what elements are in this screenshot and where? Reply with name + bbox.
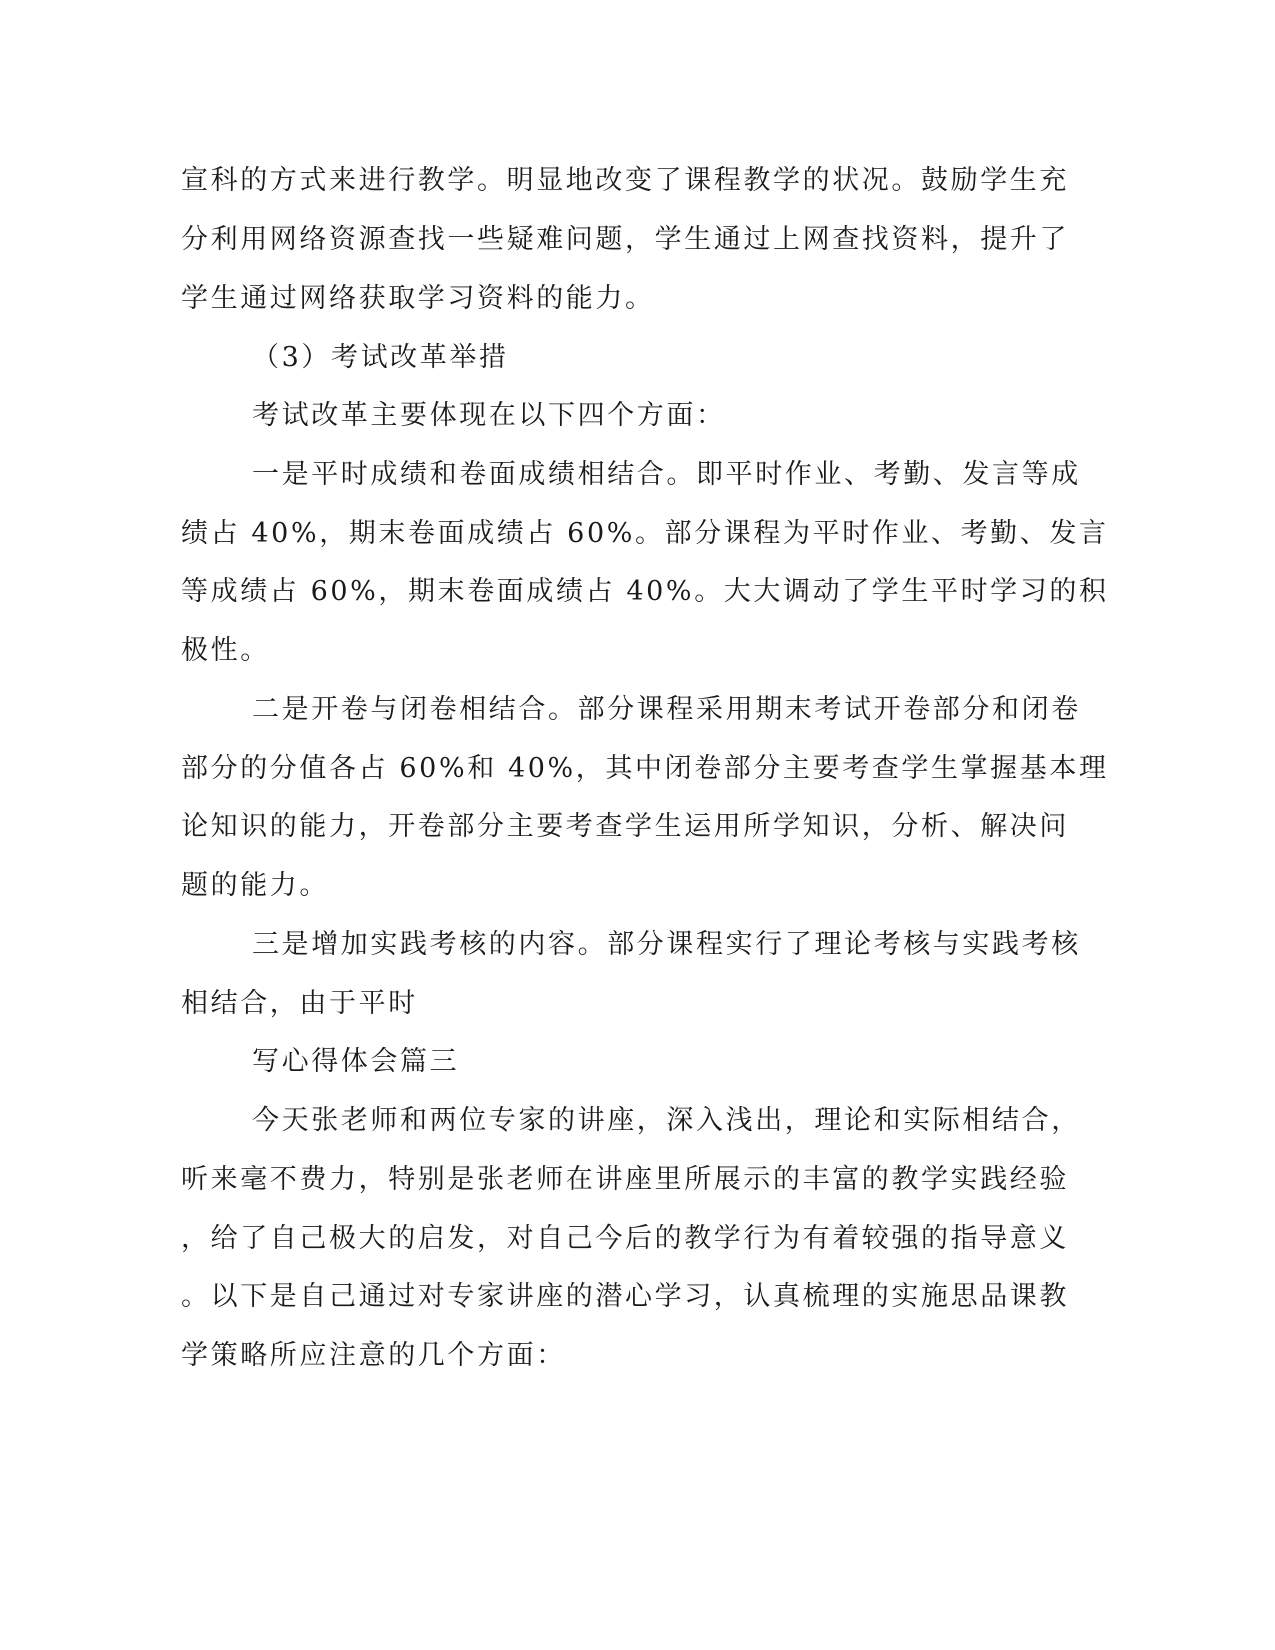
text-line: 。以下是自己通过对专家讲座的潜心学习，认真梳理的实施思品课教 xyxy=(181,1281,1069,1312)
paragraph-first-line: 一是平时成绩和卷面成绩相结合。即平时作业、考勤、发言等成 xyxy=(252,459,1081,490)
text-line: 等成绩占 60%，期末卷面成绩占 40%。大大调动了学生平时学习的积 xyxy=(181,576,1109,607)
paragraph-first-line: 三是增加实践考核的内容。部分课程实行了理论考核与实践考核 xyxy=(252,929,1081,960)
text-line: 极性。 xyxy=(181,635,270,666)
section-heading: （3）考试改革举措 xyxy=(252,342,509,373)
text-line: 绩占 40%，期末卷面成绩占 60%。部分课程为平时作业、考勤、发言 xyxy=(181,518,1109,549)
paragraph-first-line: 今天张老师和两位专家的讲座，深入浅出，理论和实际相结合， xyxy=(252,1105,1081,1136)
section-title: 写心得体会篇三 xyxy=(252,1046,460,1077)
text-line: 学生通过网络获取学习资料的能力。 xyxy=(181,283,655,314)
text-line: 分利用网络资源查找一些疑难问题，学生通过上网查找资料，提升了 xyxy=(181,224,1069,255)
text-line: ，给了自己极大的启发，对自己今后的教学行为有着较强的指导意义 xyxy=(181,1223,1069,1254)
text-line: 部分的分值各占 60%和 40%，其中闭卷部分主要考查学生掌握基本理 xyxy=(181,753,1109,784)
text-line: 题的能力。 xyxy=(181,870,329,901)
paragraph-first-line: 二是开卷与闭卷相结合。部分课程采用期末考试开卷部分和闭卷 xyxy=(252,694,1081,725)
text-line: 学策略所应注意的几个方面： xyxy=(181,1340,566,1371)
text-line: 听来毫不费力，特别是张老师在讲座里所展示的丰富的教学实践经验 xyxy=(181,1164,1069,1195)
paragraph-first-line: 考试改革主要体现在以下四个方面： xyxy=(252,400,726,431)
text-line: 相结合，由于平时 xyxy=(181,988,418,1019)
text-line: 论知识的能力，开卷部分主要考查学生运用所学知识，分析、解决问 xyxy=(181,811,1069,842)
text-line: 宣科的方式来进行教学。明显地改变了课程教学的状况。鼓励学生充 xyxy=(181,165,1069,196)
